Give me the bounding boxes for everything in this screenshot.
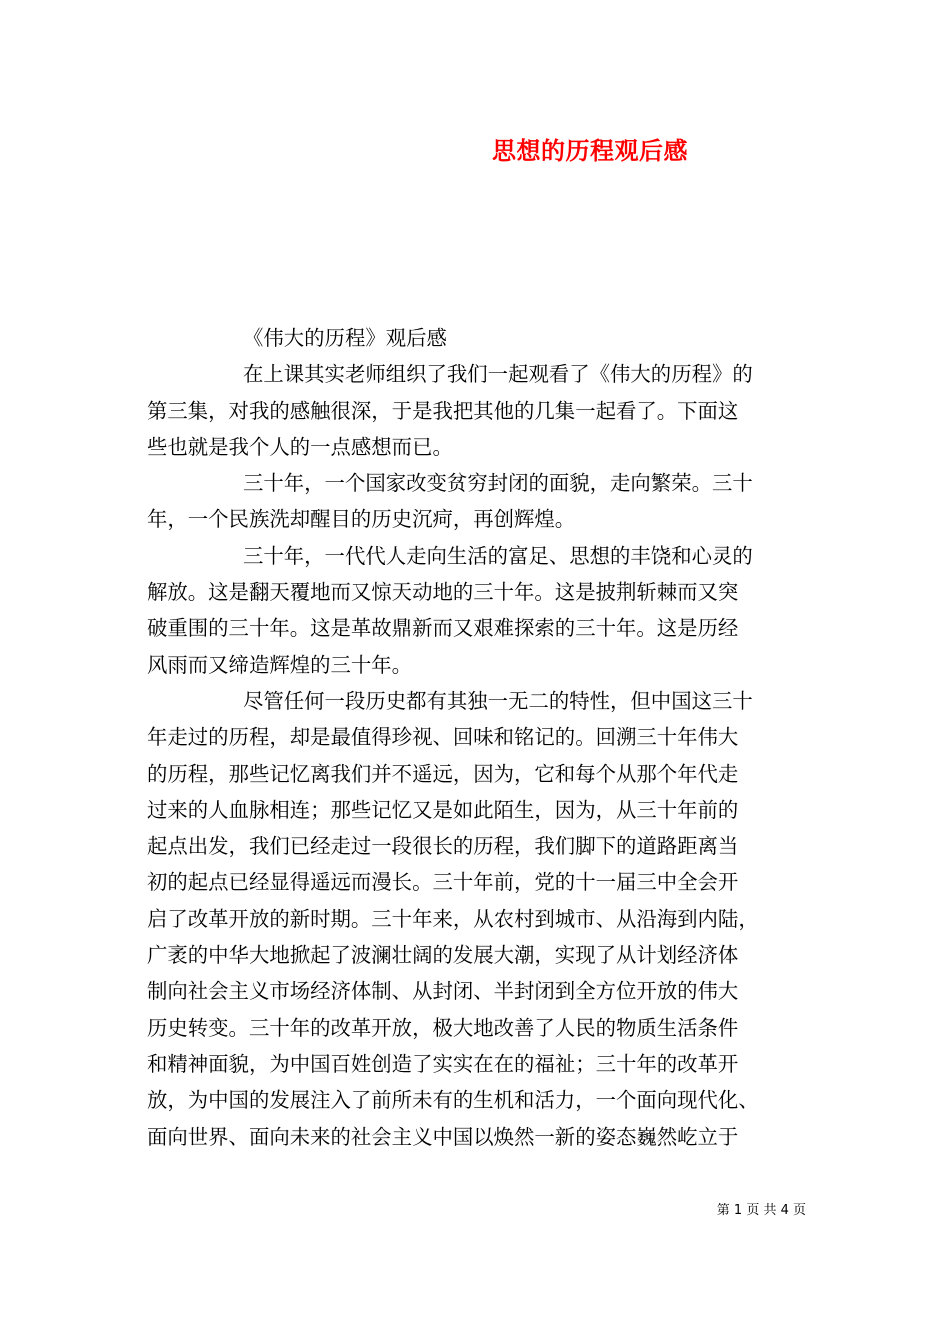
body-line: 启了改革开放的新时期。三十年来，从农村到城市、从沿海到内陆， [147, 906, 759, 931]
body-line: 三十年，一代代人走向生活的富足、思想的丰饶和心灵的 [243, 543, 753, 568]
body-line: 制向社会主义市场经济体制、从封闭、半封闭到全方位开放的伟大 [147, 979, 739, 1004]
body-line: 广袤的中华大地掀起了波澜壮阔的发展大潮，实现了从计划经济体 [147, 943, 739, 968]
body-line: 三十年，一个国家改变贫穷封闭的面貌，走向繁荣。三十 [243, 471, 753, 496]
body-line: 的历程，那些记忆离我们并不遥远，因为，它和每个从那个年代走 [147, 761, 739, 786]
body-line: 历史转变。三十年的改革开放，极大地改善了人民的物质生活条件 [147, 1015, 739, 1040]
body-line: 过来的人血脉相连；那些记忆又是如此陌生，因为，从三十年前的 [147, 797, 739, 822]
body-line: 解放。这是翻天覆地而又惊天动地的三十年。这是披荆斩棘而又突 [147, 580, 739, 605]
body-line: 在上课其实老师组织了我们一起观看了《伟大的历程》的 [243, 362, 753, 387]
body-line: 年，一个民族洗却醒目的历史沉疴，再创辉煌。 [147, 507, 576, 532]
page-number-footer: 第 1 页 共 4 页 [716, 1203, 806, 1218]
document-body [147, 320, 821, 1155]
body-line: 年走过的历程，却是最值得珍视、回味和铭记的。回溯三十年伟大 [147, 725, 739, 750]
body-line: 尽管任何一段历史都有其独一无二的特性，但中国这三十 [243, 688, 753, 713]
body-line: 《伟大的历程》观后感 [243, 326, 447, 350]
body-line: 面向世界、面向未来的社会主义中国以焕然一新的姿态巍然屹立于 [147, 1124, 739, 1149]
body-line: 和精神面貌，为中国百姓创造了实实在在的福祉；三十年的改革开 [147, 1051, 739, 1076]
document-title: 思想的历程观后感 [492, 136, 688, 165]
body-line: 第三集，对我的感触很深，于是我把其他的几集一起看了。下面这 [147, 398, 739, 423]
body-line: 破重围的三十年。这是革故鼎新而又艰难探索的三十年。这是历经 [147, 616, 739, 641]
body-line: 放，为中国的发展注入了前所未有的生机和活力，一个面向现代化、 [147, 1088, 759, 1113]
body-line: 初的起点已经显得遥远而漫长。三十年前，党的十一届三中全会开 [147, 870, 739, 895]
body-line: 起点出发，我们已经走过一段很长的历程，我们脚下的道路距离当 [147, 834, 739, 859]
body-line: 风雨而又缔造辉煌的三十年。 [147, 652, 413, 677]
body-line: 些也就是我个人的一点感想而已。 [147, 434, 453, 459]
